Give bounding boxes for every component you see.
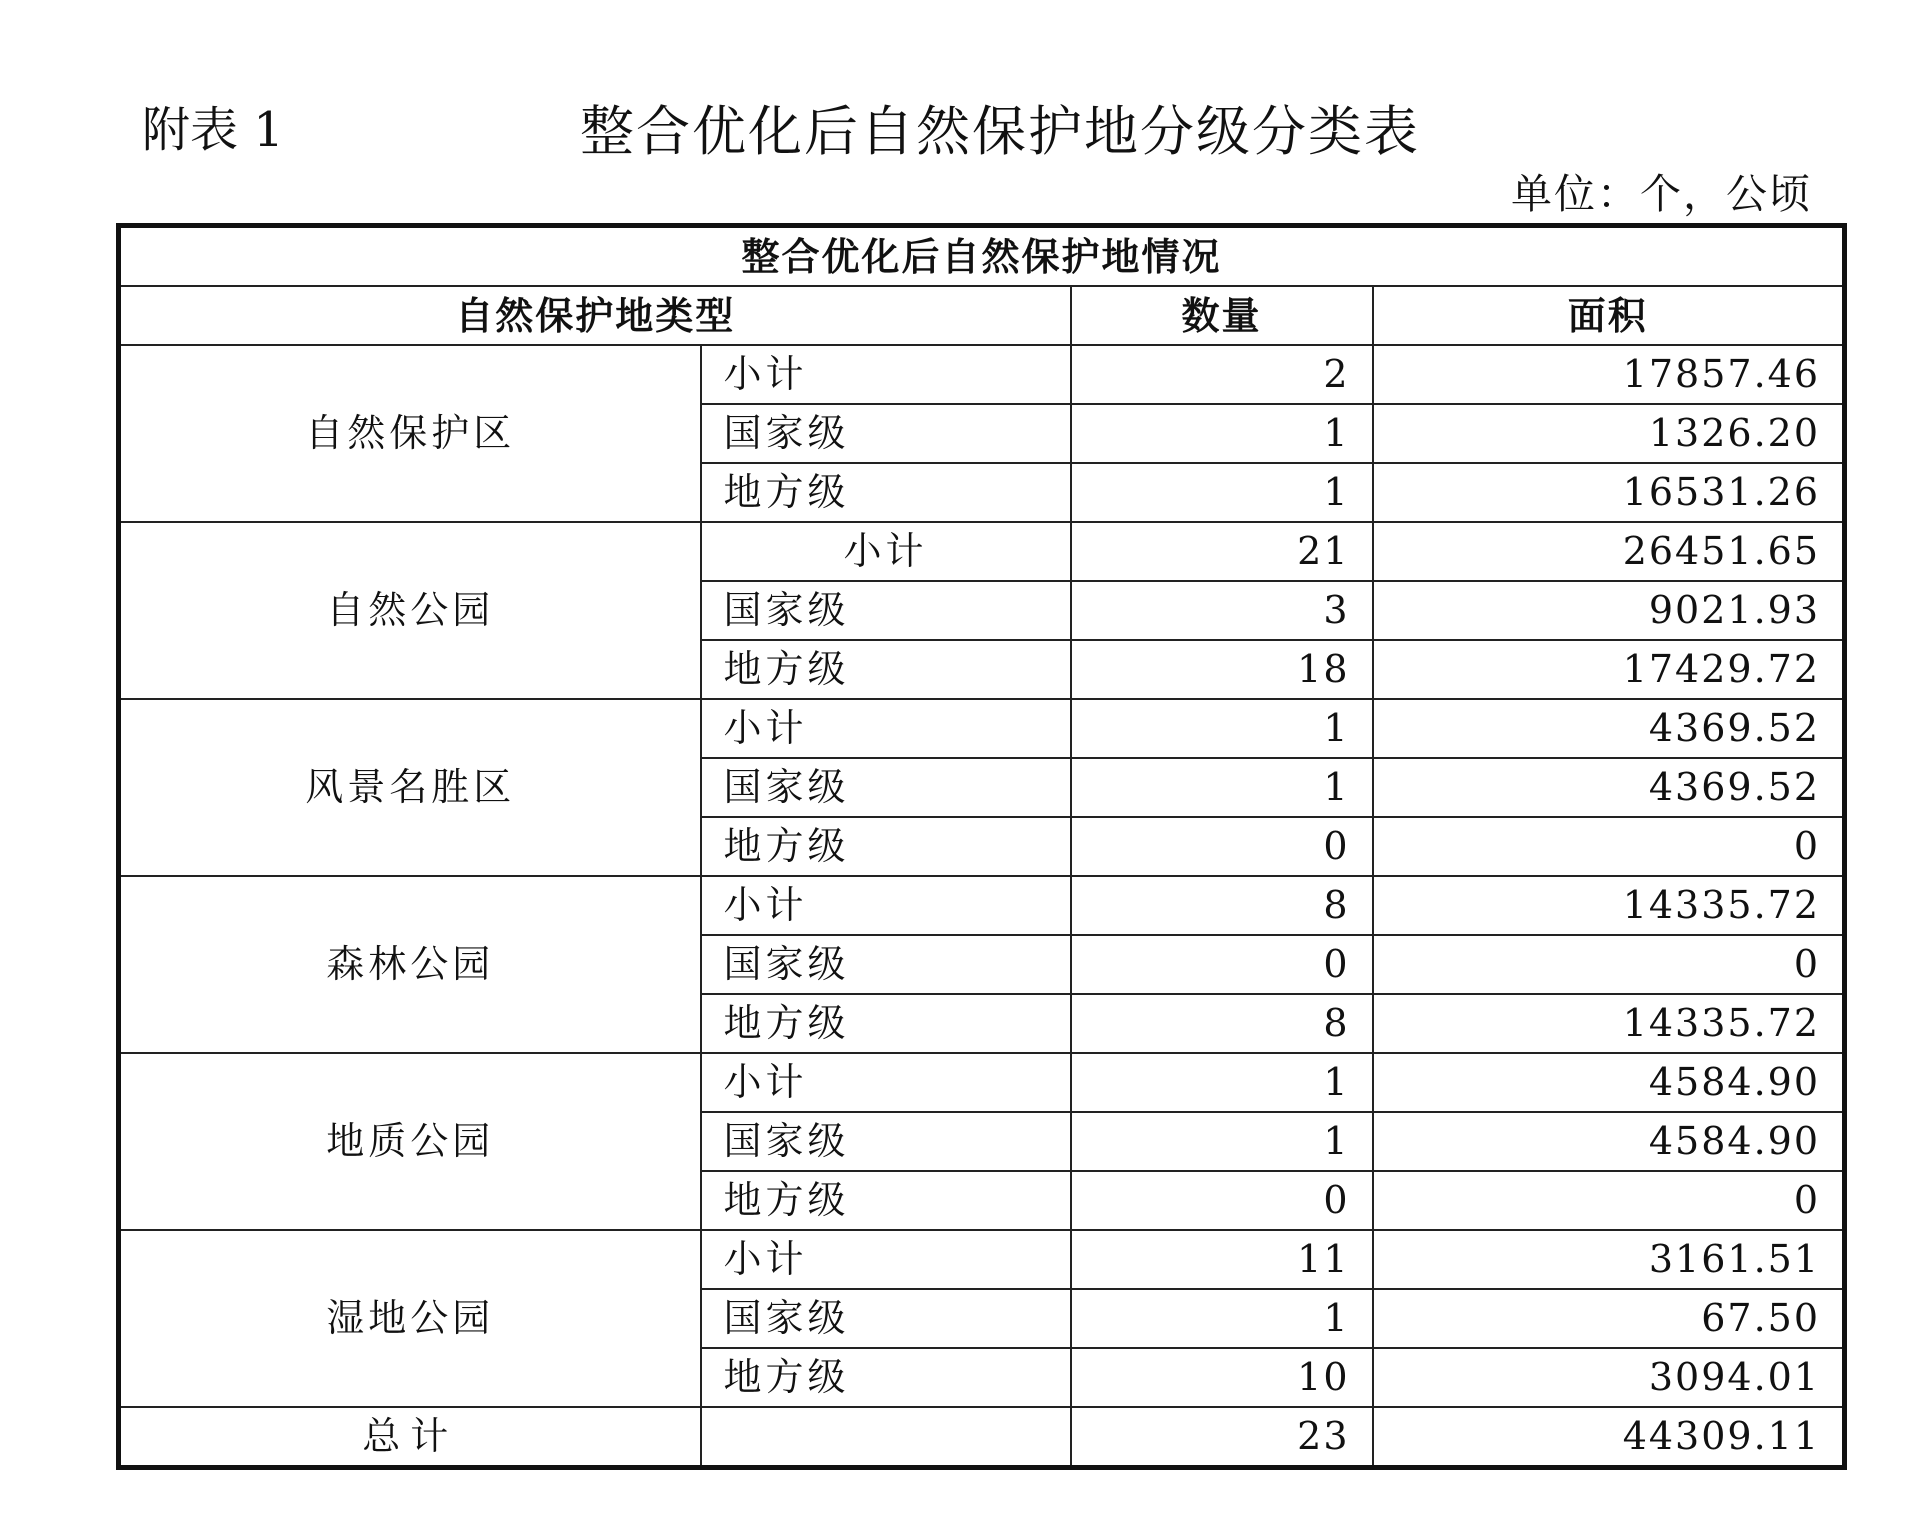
level-label: 国家级 [701,581,1071,640]
count-value: 1 [1071,758,1373,817]
level-label: 小计 [701,699,1071,758]
header-count: 数量 [1071,286,1373,345]
table-caption-row [119,226,1845,287]
count-value: 1 [1071,404,1373,463]
header-type: 自然保护地类型 [119,286,1071,345]
level-label: 小计 [701,1230,1071,1289]
count-value: 8 [1071,876,1373,935]
area-value: 16531.26 [1373,463,1845,522]
count-value: 0 [1071,817,1373,876]
area-value: 0 [1373,817,1845,876]
count-value: 21 [1071,522,1373,581]
level-label: 地方级 [701,994,1071,1053]
area-value: 3161.51 [1373,1230,1845,1289]
area-value: 17857.46 [1373,345,1845,404]
level-label: 地方级 [701,1171,1071,1230]
count-value: 11 [1071,1230,1373,1289]
count-value: 1 [1071,1289,1373,1348]
table-row [119,876,1845,935]
count-value: 1 [1071,1053,1373,1112]
count-value: 1 [1071,699,1373,758]
type-name: 森林公园 [119,876,701,1053]
area-value: 0 [1373,1171,1845,1230]
area-value: 4369.52 [1373,699,1845,758]
count-value: 0 [1071,935,1373,994]
total-label: 总计 [119,1407,701,1468]
total-count: 23 [1071,1407,1373,1468]
level-label: 地方级 [701,640,1071,699]
area-value: 14335.72 [1373,876,1845,935]
unit-label: 单位：个，公顷 [1511,170,1812,218]
count-value: 10 [1071,1348,1373,1407]
area-value: 9021.93 [1373,581,1845,640]
table-header-row [119,286,1845,345]
level-label: 小计 [701,1053,1071,1112]
area-value: 67.50 [1373,1289,1845,1348]
level-label: 国家级 [701,1112,1071,1171]
total-row [119,1407,1845,1468]
count-value: 2 [1071,345,1373,404]
total-empty-cell [701,1407,1071,1468]
area-value: 4369.52 [1373,758,1845,817]
table-row [119,1230,1845,1289]
appendix-label: 附表 1 [142,102,284,158]
count-value: 18 [1071,640,1373,699]
table-caption: 整合优化后自然保护地情况 [119,226,1845,287]
header-area: 面积 [1373,286,1845,345]
page-title: 整合优化后自然保护地分级分类表 [580,100,1420,163]
level-label: 国家级 [701,404,1071,463]
count-value: 0 [1071,1171,1373,1230]
table-row [119,1053,1845,1112]
level-label: 地方级 [701,1348,1071,1407]
table-row [119,522,1845,581]
table-row [119,345,1845,404]
area-value: 14335.72 [1373,994,1845,1053]
level-label: 小计 [701,876,1071,935]
table-row [119,699,1845,758]
area-value: 0 [1373,935,1845,994]
count-value: 1 [1071,1112,1373,1171]
area-value: 17429.72 [1373,640,1845,699]
level-label: 小计 [701,522,1071,581]
level-label: 国家级 [701,1289,1071,1348]
level-label: 国家级 [701,935,1071,994]
type-name: 湿地公园 [119,1230,701,1407]
type-name: 自然保护区 [119,345,701,522]
level-label: 地方级 [701,463,1071,522]
level-label: 小计 [701,345,1071,404]
type-name: 自然公园 [119,522,701,699]
protected-areas-table [116,223,1847,1470]
count-value: 3 [1071,581,1373,640]
count-value: 8 [1071,994,1373,1053]
area-value: 1326.20 [1373,404,1845,463]
type-name: 风景名胜区 [119,699,701,876]
area-value: 3094.01 [1373,1348,1845,1407]
count-value: 1 [1071,463,1373,522]
level-label: 国家级 [701,758,1071,817]
total-area: 44309.11 [1373,1407,1845,1468]
type-name: 地质公园 [119,1053,701,1230]
level-label: 地方级 [701,817,1071,876]
area-value: 4584.90 [1373,1053,1845,1112]
area-value: 26451.65 [1373,522,1845,581]
area-value: 4584.90 [1373,1112,1845,1171]
